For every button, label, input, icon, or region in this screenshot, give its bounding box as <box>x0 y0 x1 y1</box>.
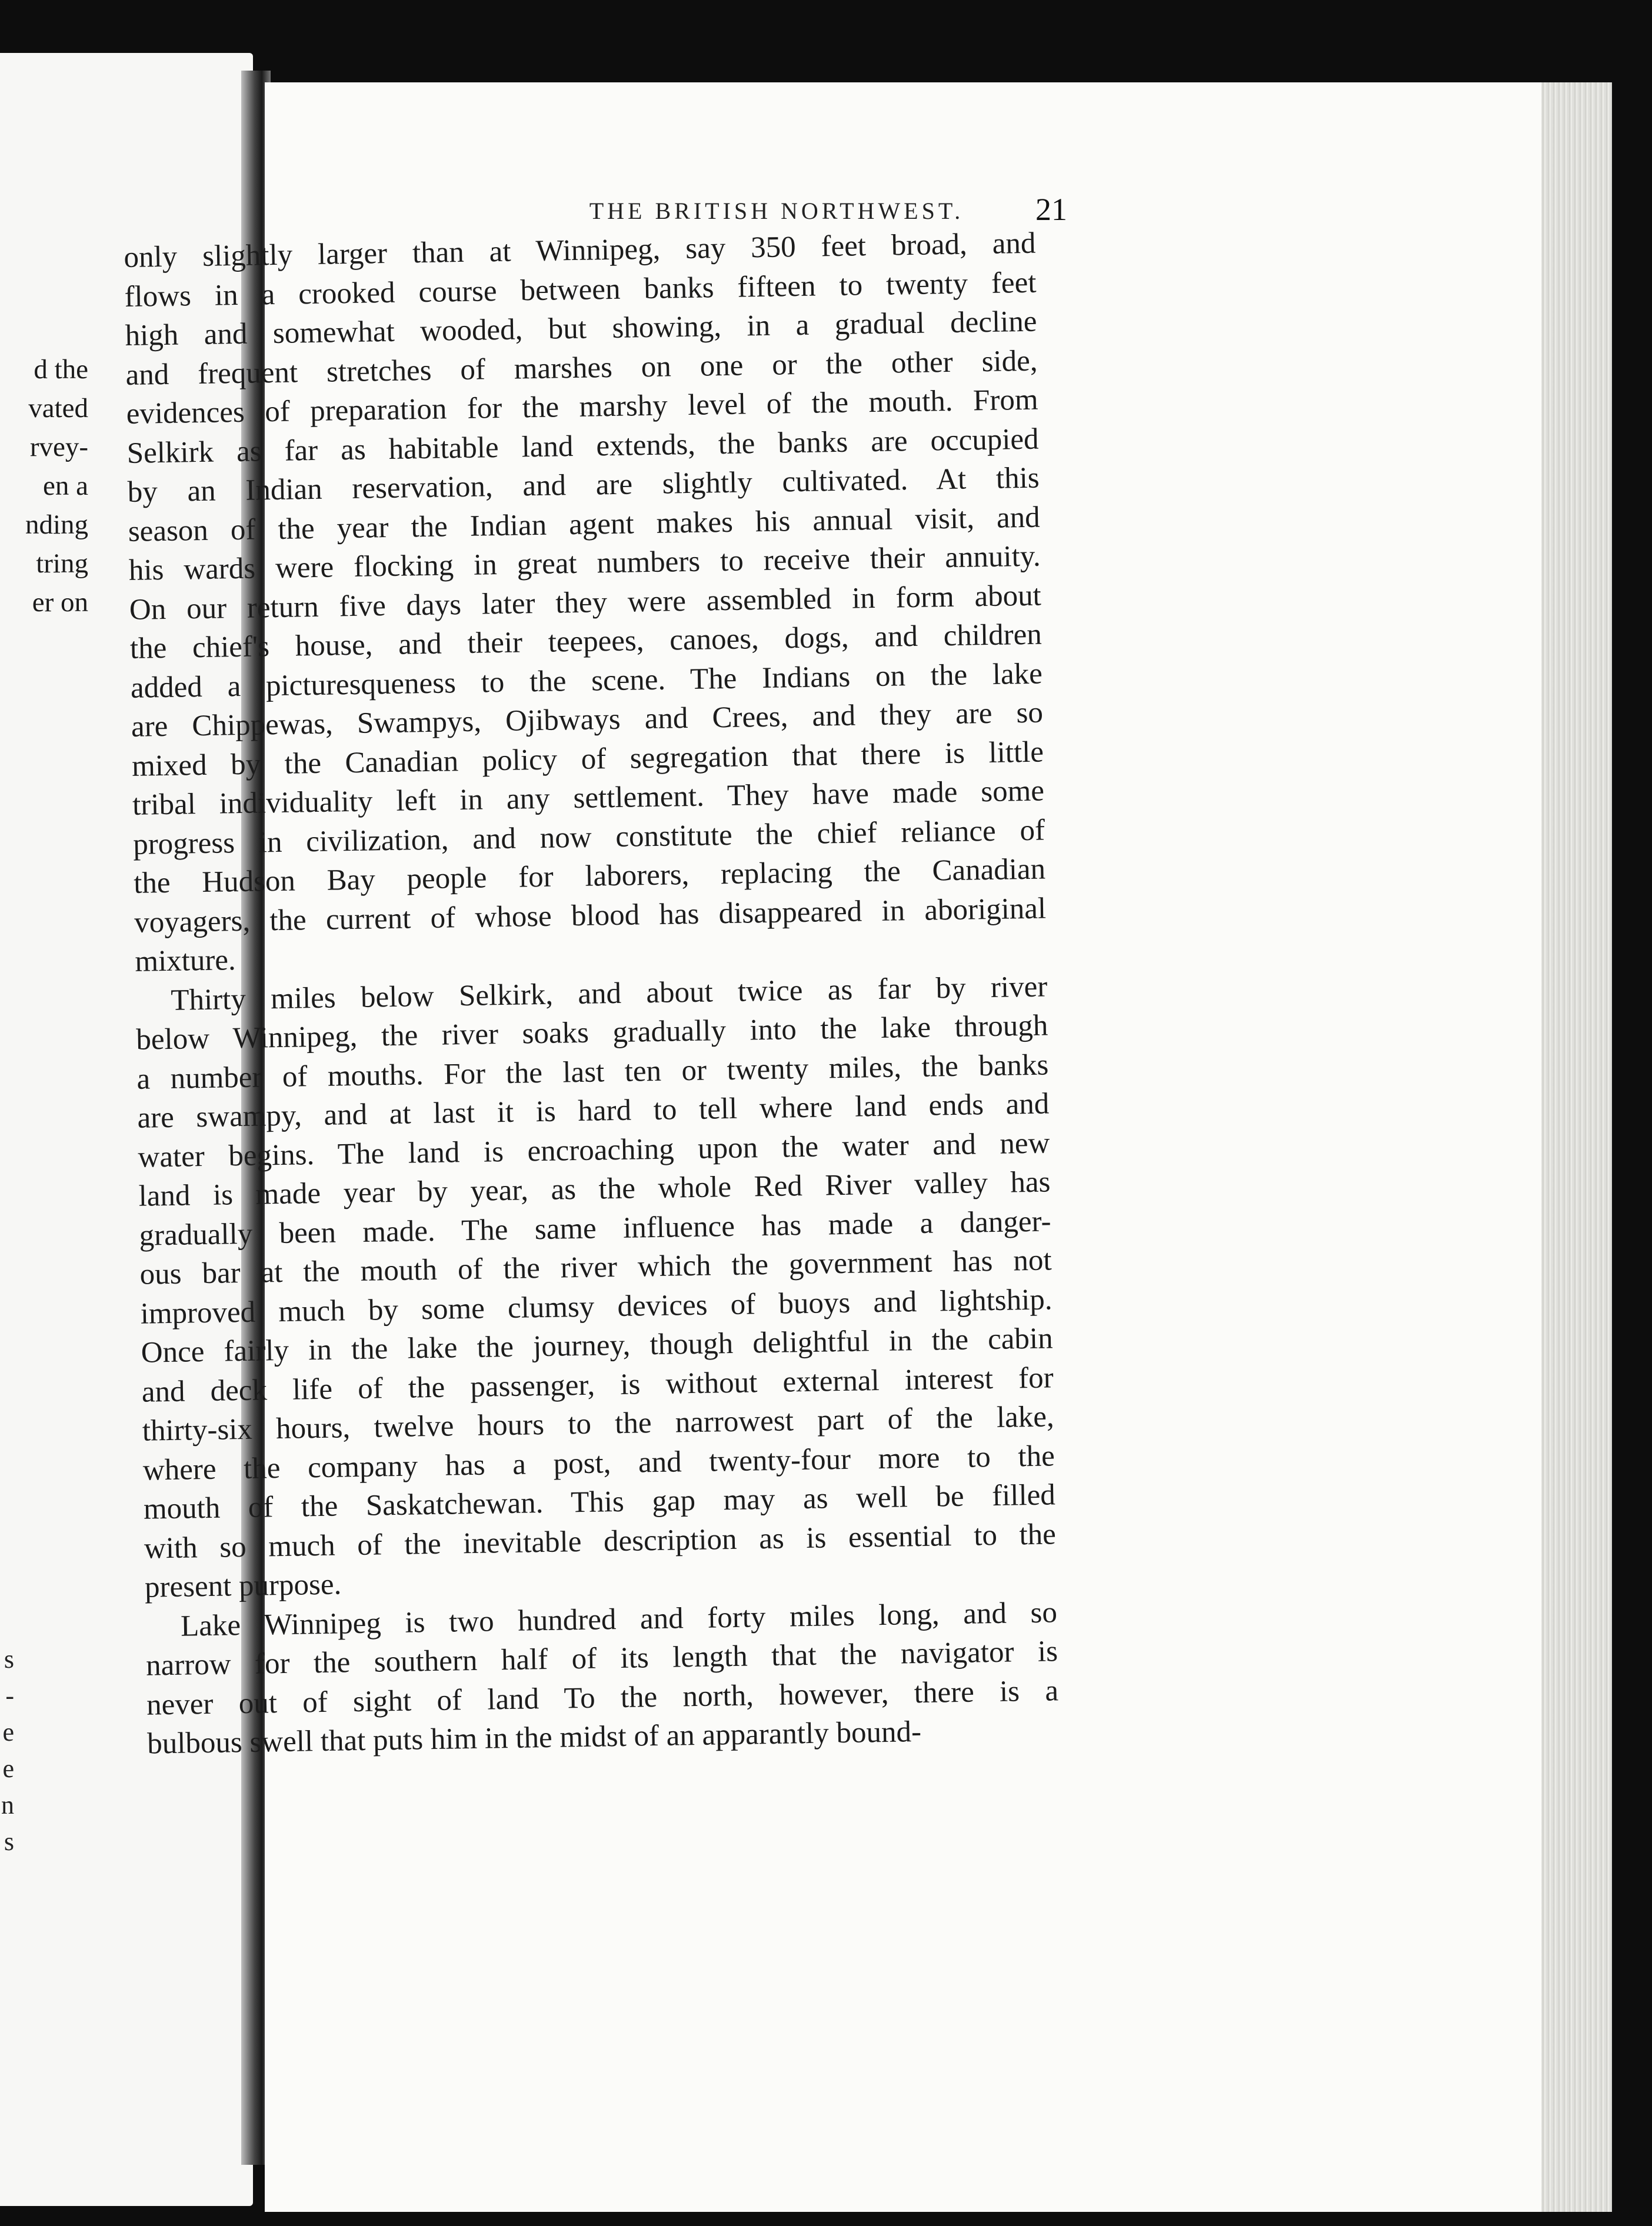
text-line: mouth of the Saskatchewan. This gap may as well be filled <box>143 1478 1056 1526</box>
text-line: only slightly larger than at Winnipeg, say 350 feet broad, and <box>124 226 1036 274</box>
text-line: never out of sight of land To the north, however, there is a <box>146 1674 1059 1722</box>
text-line: bulbous swell that puts him in the midst of an apparantly bound- <box>146 1715 922 1761</box>
text-line: mixture. <box>134 944 237 978</box>
text-line: Lake Winnipeg is two hundred and forty miles long, and so <box>180 1595 1058 1643</box>
text-line: mixed by the Canadian policy of segregation that there is little <box>131 735 1044 783</box>
text-line: gradually been made. The same influence has made a danger- <box>139 1204 1051 1252</box>
text-line: flows in a crooked course between banks fifteen to twenty feet <box>124 266 1037 314</box>
paragraph <box>124 224 1047 982</box>
text-line: by an Indian reservation, and are slightly cultivated. At this <box>127 461 1040 509</box>
text-line: Thirty miles below Selkirk, and about twice as far by river <box>170 969 1048 1017</box>
text-line: are swampy, and at last it is hard to tell where land ends and <box>137 1087 1050 1135</box>
left-letter: s <box>4 1827 14 1856</box>
text-line: his wards were flocking in great numbers to receive their annuity. <box>128 539 1041 587</box>
paragraph <box>145 1593 1060 1764</box>
text-line: high and somewhat wooded, but showing, in a gradual decline <box>125 305 1037 352</box>
text-line: a number of mouths. For the last ten or twenty miles, the banks <box>136 1048 1049 1096</box>
text-line: present purpose. <box>144 1568 342 1604</box>
left-fragment: en a <box>43 471 88 501</box>
text-line: improved much by some clumsy devices of buoys and lightship. <box>140 1282 1053 1331</box>
text-line: added a picturesqueness to the scene. The Indians on the lake <box>130 657 1043 705</box>
left-fragment: nding <box>25 509 88 540</box>
text-line: and frequent stretches of marshes on one or the other side, <box>125 344 1038 392</box>
running-head: THE BRITISH NORTHWEST. <box>589 198 964 224</box>
text-line: season of the year the Indian agent makes his annual visit, and <box>128 501 1041 548</box>
text-line: are Chippewas, Swampys, Ojibways and Crees, and they are so <box>131 696 1044 744</box>
text-line: On our return five days later they were assembled in form about <box>129 579 1042 627</box>
text-line: tribal individuality left in any settlement. They have made some <box>132 774 1045 822</box>
text-line: evidences of preparation for the marshy level of the mouth. From <box>126 383 1038 431</box>
text-line: thirty-six hours, twelve hours to the narrowest part of the lake, <box>142 1400 1055 1448</box>
text-line: the Hudson Bay people for laborers, replacing the Canadian <box>133 852 1046 900</box>
left-page-letter-fragments <box>0 1641 14 1860</box>
page-number: 21 <box>1035 192 1067 227</box>
left-letter: n <box>1 1791 14 1820</box>
left-letter: e <box>2 1754 14 1783</box>
text-line: and deck life of the passenger, is without external interest for <box>141 1361 1054 1409</box>
left-letter: e <box>2 1718 14 1747</box>
text-line: water begins. The land is encroaching upon the water and new <box>138 1126 1050 1174</box>
text-line: progress in civilization, and now constitute the chief reliance of <box>132 814 1045 861</box>
text-line: ous bar at the mouth of the river which the government has not <box>139 1244 1052 1291</box>
text-line: where the company has a post, and twenty-four more to the <box>142 1439 1055 1487</box>
text-line: Selkirk as far as habitable land extends, the banks are occupied <box>126 422 1039 470</box>
left-fragment: d the <box>34 354 88 385</box>
left-fragment: tring <box>36 548 88 579</box>
text-line: narrow for the southern half of its length that the navigator is <box>145 1635 1058 1682</box>
text-line: with so much of the inevitable description as is essential to the <box>144 1517 1057 1565</box>
left-fragment: rvey- <box>29 432 88 462</box>
left-letter: - <box>5 1681 14 1710</box>
body-text <box>124 224 1060 1764</box>
left-fragment: er on <box>32 587 88 618</box>
text-line: Once fairly in the lake the journey, though delightful in the cabin <box>141 1322 1054 1369</box>
text-line: voyagers, the current of whose blood has disappeared in aboriginal <box>134 892 1047 939</box>
left-letter: s <box>4 1645 14 1674</box>
text-line: the chief's house, and their teepees, canoes, dogs, and children <box>129 618 1043 665</box>
paragraph <box>135 967 1057 1607</box>
left-fragment: vated <box>28 393 88 424</box>
text-line: below Winnipeg, the river soaks gradually into the lake through <box>135 1009 1048 1057</box>
page-edge <box>1541 82 1612 2212</box>
text-line: land is made year by year, as the whole Red River valley has <box>138 1165 1051 1213</box>
left-page-text-fragments <box>0 350 88 622</box>
